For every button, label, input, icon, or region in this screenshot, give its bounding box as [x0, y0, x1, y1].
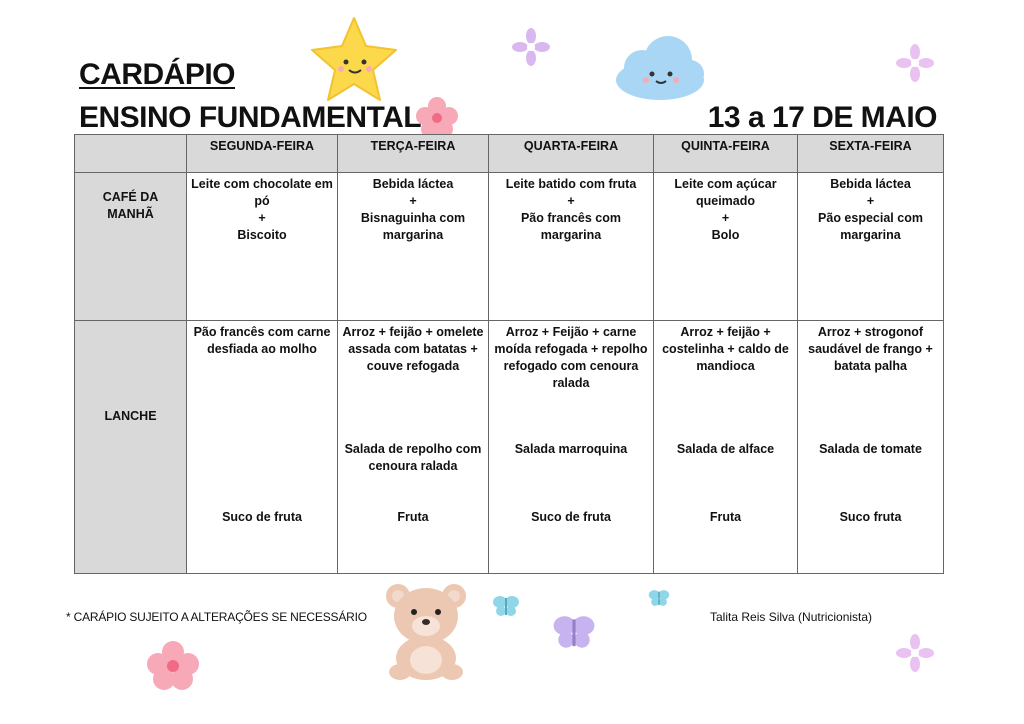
lunch-salad: Salada de repolho com cenoura ralada	[344, 442, 482, 473]
butterfly-decoration-icon	[552, 612, 596, 652]
day-header: TERÇA-FEIRA	[338, 135, 489, 173]
breakfast-plus: +	[258, 211, 266, 225]
flower-decoration-icon	[896, 44, 934, 82]
lunch-label: LANCHE	[104, 409, 157, 423]
page-subtitle: ENSINO FUNDAMENTAL	[79, 101, 422, 134]
breakfast-item: Pão francês com margarina	[520, 211, 622, 242]
table-header-row	[75, 135, 944, 173]
breakfast-item: Bolo	[711, 228, 740, 242]
nutritionist-signature: Talita Reis Silva (Nutricionista)	[710, 610, 873, 624]
breakfast-item: Bisnaguinha com margarina	[360, 211, 466, 242]
lunch-drink: Fruta	[397, 510, 429, 524]
lunch-cell	[798, 321, 944, 574]
lunch-main-dish: Arroz + strogonof saudável de frango + batata palha	[808, 325, 933, 373]
breakfast-row	[75, 173, 944, 321]
breakfast-item: Leite com açúcar queimado	[674, 177, 777, 208]
breakfast-cell	[489, 173, 654, 321]
star-decoration-icon	[308, 14, 400, 104]
lunch-main-dish: Arroz + feijão + costelinha + caldo de mandioca	[662, 325, 789, 373]
flower-decoration-icon	[512, 28, 550, 66]
page-title: CARDÁPIO	[79, 58, 236, 91]
day-header: QUARTA-FEIRA	[489, 135, 654, 173]
breakfast-plus: +	[409, 194, 417, 208]
breakfast-label-cell	[75, 173, 187, 321]
lunch-drink: Suco de fruta	[222, 510, 302, 524]
lunch-cell	[338, 321, 489, 574]
breakfast-item: Biscoito	[237, 228, 287, 242]
breakfast-cell	[798, 173, 944, 321]
lunch-drink: Suco de fruta	[531, 510, 611, 524]
breakfast-item: Pão especial com margarina	[818, 211, 923, 242]
lunch-cell	[187, 321, 338, 574]
breakfast-item: Leite com chocolate em pó	[191, 177, 333, 208]
breakfast-cell	[654, 173, 798, 321]
menu-table	[74, 134, 944, 574]
breakfast-plus: +	[721, 211, 730, 225]
day-header: SEXTA-FEIRA	[798, 135, 944, 173]
lunch-main-dish: Arroz + Feijão + carne moída refogada + repolho refogado com cenoura ralada	[494, 325, 648, 390]
breakfast-plus: +	[567, 194, 575, 208]
breakfast-label	[75, 173, 186, 223]
day-header: QUINTA-FEIRA	[654, 135, 798, 173]
lunch-salad: Salada marroquina	[514, 442, 628, 456]
breakfast-cell	[338, 173, 489, 321]
corner-cell	[75, 135, 187, 173]
butterfly-decoration-icon	[648, 588, 670, 608]
breakfast-cell	[187, 173, 338, 321]
day-header: SEGUNDA-FEIRA	[187, 135, 338, 173]
butterfly-decoration-icon	[492, 594, 520, 618]
cloud-decoration-icon	[612, 32, 708, 104]
breakfast-label-line: CAFÉ DA	[102, 190, 159, 204]
lunch-drink: Suco fruta	[839, 510, 902, 524]
lunch-drink: Fruta	[709, 510, 742, 524]
flower-decoration-icon	[896, 634, 934, 672]
teddy-bear-decoration-icon	[380, 578, 472, 682]
lunch-salad: Salada de tomate	[819, 442, 922, 456]
lunch-salad: Salada de alface	[676, 442, 775, 456]
breakfast-item: Bebida láctea	[372, 177, 454, 191]
breakfast-plus: +	[866, 194, 875, 208]
lunch-label-cell	[75, 321, 187, 574]
lunch-cell	[654, 321, 798, 574]
date-range: 13 a 17 DE MAIO	[707, 101, 937, 134]
lunch-row	[75, 321, 944, 574]
lunch-cell	[489, 321, 654, 574]
lunch-main-dish: Pão francês com carne desfiada ao molho	[193, 325, 331, 356]
breakfast-item: Bebida láctea	[830, 177, 911, 191]
flower-decoration-icon	[144, 640, 202, 690]
breakfast-label-line: MANHÃ	[107, 207, 154, 221]
lunch-main-dish: Arroz + feijão + omelete assada com batatas + couve refogada	[342, 325, 484, 373]
breakfast-item: Leite batido com fruta	[505, 177, 637, 191]
footnote: * CARÁPIO SUJEITO A ALTERAÇÕES SE NECESSÁRIO	[66, 610, 367, 624]
